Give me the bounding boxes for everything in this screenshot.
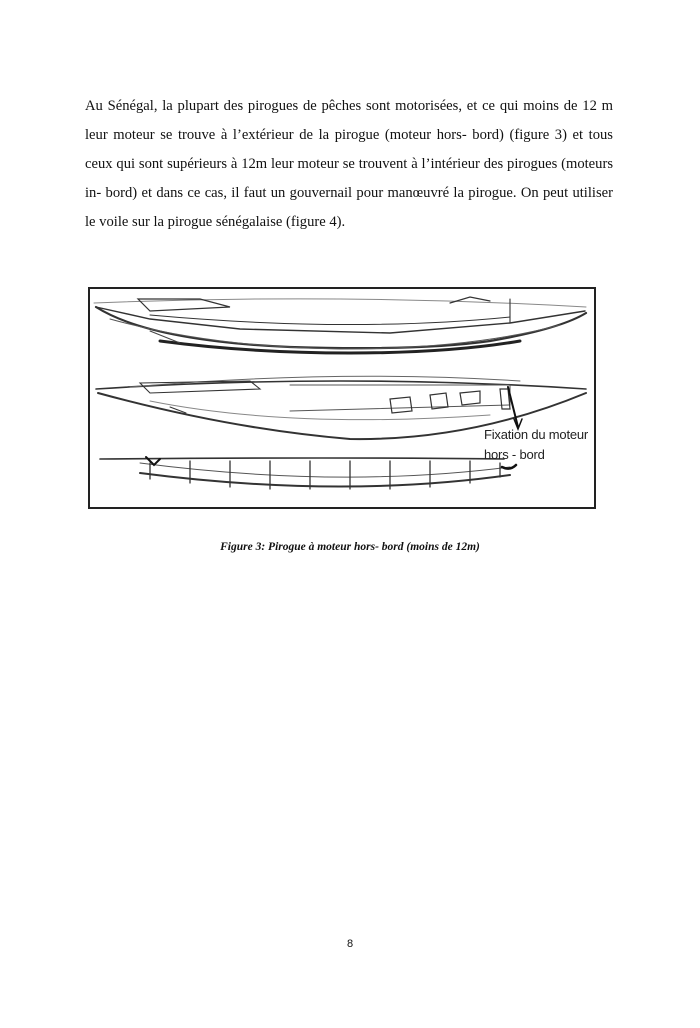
pirogue-side-view [94, 297, 586, 353]
pirogue-drawings [90, 289, 594, 507]
figure-label-line1: Fixation du moteur [484, 427, 589, 442]
figure-caption: Figure 3: Pirogue à moteur hors- bord (moins de 12m) [220, 541, 480, 553]
figure-label-line2: hors - bord [484, 447, 545, 462]
page-number: 8 [346, 938, 354, 950]
body-paragraph: Au Sénégal, la plupart des pirogues de pêches sont motorisées, et ce qui moins de 12 m leur moteur se trouve à l’extérieur de la pirogue (moteur hors- bord) (figure 3) et tous ceux qui sont supérieurs à 12m leur moteur se trouvent à l’intérieur des pirogues (moteurs in- bord) et dans ce cas, il faut un gouvernail pour manœuvré la pirogue. On peut utiliser le voile sur la pirogue sénégalaise (figure 4). [85, 98, 613, 230]
pirogue-figure [88, 287, 596, 509]
pirogue-plan-view [100, 457, 516, 489]
